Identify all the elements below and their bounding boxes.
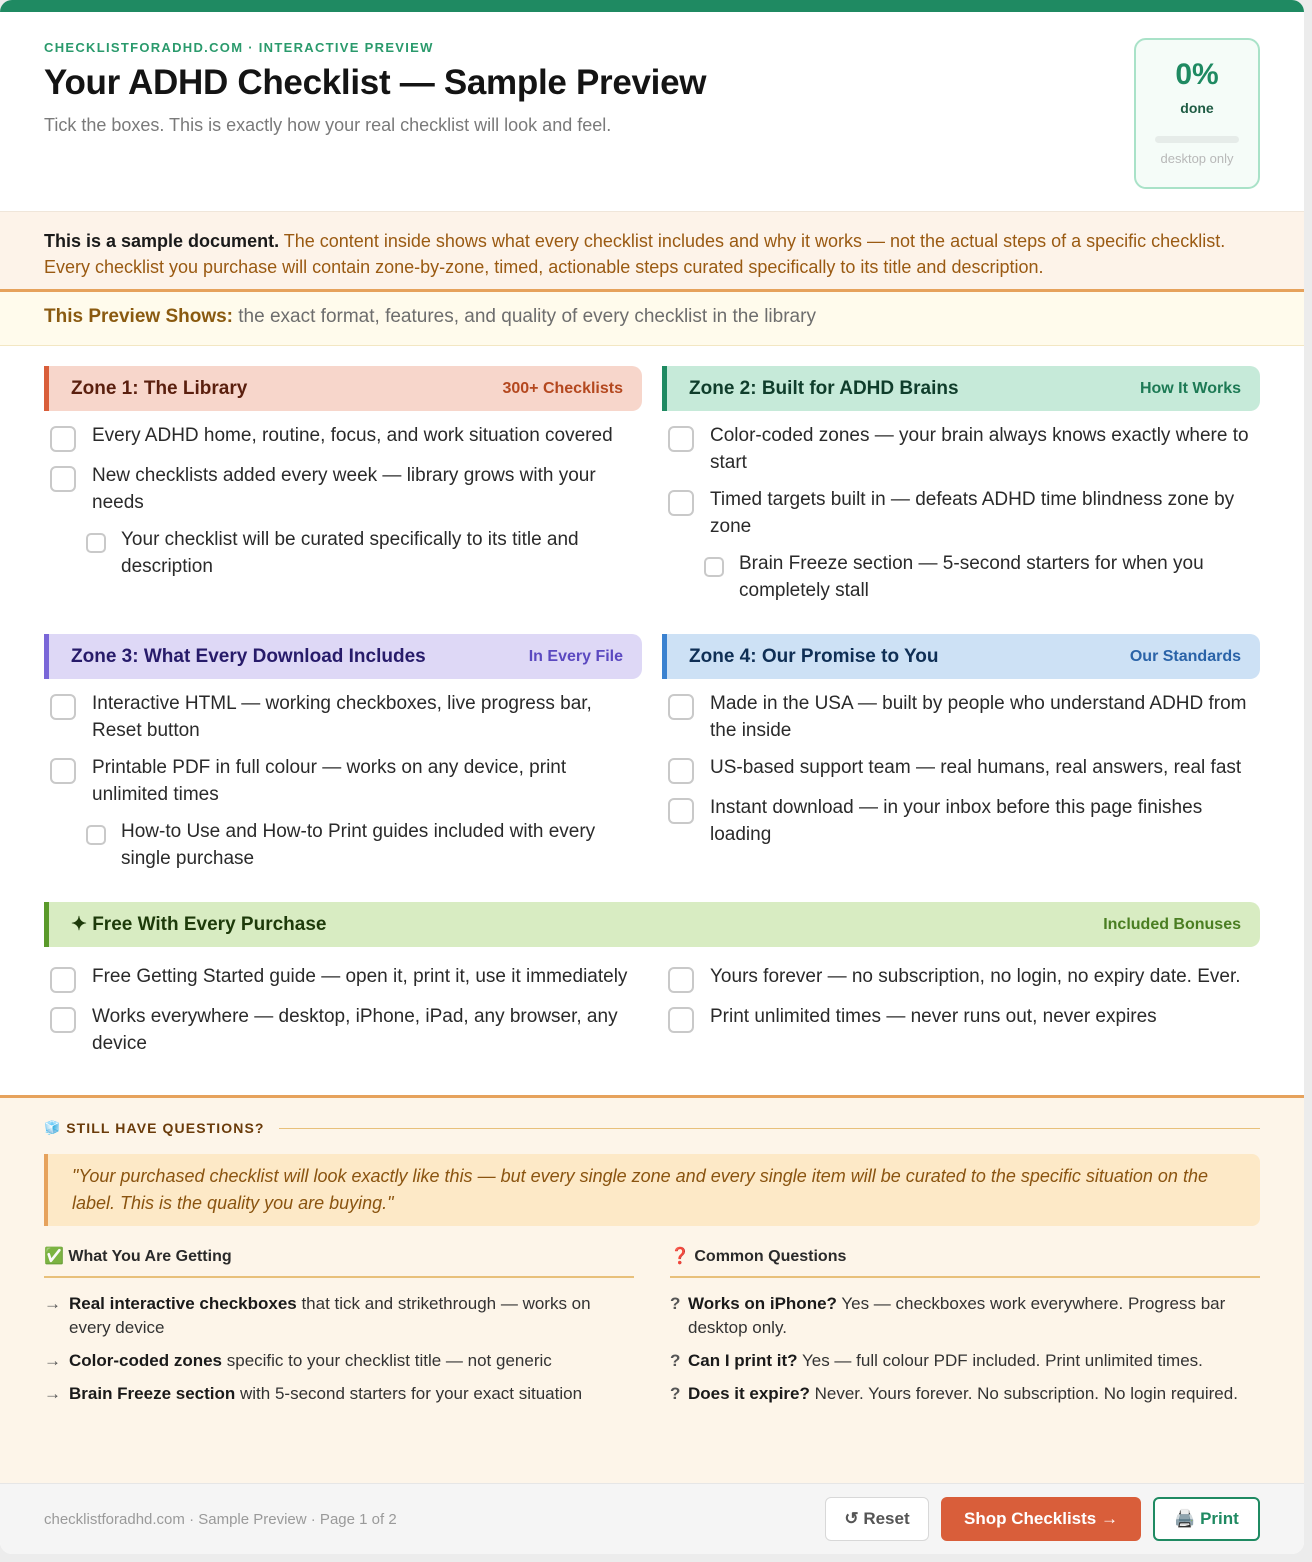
item-text: Print unlimited times — never runs out, never expires <box>710 1006 1157 1027</box>
zone-badge: In Every File <box>528 647 623 665</box>
zone-2 <box>662 366 1260 614</box>
item-text: New checklists added every week — library grows with your needs <box>92 465 596 513</box>
zone-3 <box>44 634 642 882</box>
checkbox[interactable] <box>704 557 724 577</box>
checkbox[interactable] <box>668 798 694 824</box>
checklist-item <box>44 690 642 744</box>
checkbox[interactable] <box>50 1007 76 1033</box>
item-text: Never. Yours forever. No subscription. No login required. <box>809 1384 1238 1403</box>
checklist-item <box>44 754 642 808</box>
zones-area <box>0 346 1304 1067</box>
getting-heading: ✅ What You Are Getting <box>44 1246 634 1278</box>
item-text: Brain Freeze section — 5-second starters for when you completely stall <box>739 553 1204 601</box>
checklist-subitem <box>44 818 642 872</box>
checkbox[interactable] <box>86 825 106 845</box>
checkbox[interactable] <box>668 758 694 784</box>
progress-note: desktop only <box>1160 151 1234 166</box>
item-text: Works everywhere — desktop, iPhone, iPad, any browser, any device <box>92 1006 618 1054</box>
checkbox[interactable] <box>50 426 76 452</box>
progress-card <box>1134 38 1260 189</box>
notice-text: The content inside shows what every checklist includes and why it works — not the actual steps of a specific checklist. Every checklist you purchase will contain zone-by-zone, timed, actionable steps curated specifically to its title and description. <box>44 231 1226 277</box>
item-text: Yes — checkboxes work everywhere. Progress bar desktop only. <box>688 1294 1226 1337</box>
checkbox[interactable] <box>86 533 106 553</box>
zone-badge: Our Standards <box>1129 647 1241 665</box>
header <box>0 12 1304 212</box>
bonus-zone <box>44 902 1260 1067</box>
zone-title: Zone 1: The Library <box>71 377 248 399</box>
zone-title: Zone 3: What Every Download Includes <box>71 645 426 667</box>
quote-box: "Your purchased checklist will look exactly like this — but every single zone and every single item will be curated to the specific situation on the label. This is the quality you are buying." <box>44 1154 1260 1226</box>
shows-text: the exact format, features, and quality of every checklist in the library <box>233 306 816 327</box>
reset-button[interactable]: ↺ Reset <box>825 1497 929 1541</box>
item-bold: Brain Freeze section <box>69 1384 236 1403</box>
zone-header <box>44 634 642 679</box>
item-bold: Color-coded zones <box>69 1351 223 1370</box>
item-text: Your checklist will be curated specifically to its title and description <box>121 529 579 577</box>
getting-column <box>44 1246 634 1415</box>
arrow-icon: → <box>44 1351 61 1370</box>
checklist-subitem <box>662 550 1260 604</box>
question-mark-icon: ? <box>670 1294 681 1313</box>
item-text: Color-coded zones — your brain always knows exactly where to start <box>710 425 1249 473</box>
list-item <box>670 1382 1260 1406</box>
item-text: specific to your checklist title — not generic <box>222 1351 552 1370</box>
arrow-icon: → <box>44 1294 61 1313</box>
checklist-item <box>662 754 1260 784</box>
item-text: Printable PDF in full colour — works on any device, print unlimited times <box>92 757 567 805</box>
checklist-item <box>44 963 642 993</box>
item-text: US-based support team — real humans, real answers, real fast <box>710 757 1242 778</box>
checkbox[interactable] <box>50 466 76 492</box>
top-accent-bar <box>0 0 1304 12</box>
checklist-item <box>662 486 1260 540</box>
zone-header <box>662 634 1260 679</box>
checkbox[interactable] <box>50 694 76 720</box>
list-item <box>670 1292 1260 1340</box>
zone-title: Zone 2: Built for ADHD Brains <box>689 377 959 399</box>
page-title: Your ADHD Checklist — Sample Preview <box>44 63 707 102</box>
zone-badge: 300+ Checklists <box>502 379 623 397</box>
questions-heading: ❓ Common Questions <box>670 1246 1260 1278</box>
zone-header <box>44 902 1260 947</box>
item-text: Yes — full colour PDF included. Print unlimited times. <box>797 1351 1203 1370</box>
checkbox[interactable] <box>668 490 694 516</box>
faq-heading-text: STILL HAVE QUESTIONS? <box>66 1120 265 1136</box>
checkbox[interactable] <box>668 694 694 720</box>
question-mark-icon: ? <box>670 1384 681 1403</box>
checkbox[interactable] <box>668 426 694 452</box>
faq-heading <box>44 1120 1260 1136</box>
progress-percent: 0% <box>1175 58 1219 91</box>
list-item <box>44 1292 634 1340</box>
checklist-item <box>662 422 1260 476</box>
site-eyebrow: CHECKLISTFORADHD.COM · INTERACTIVE PREVIEW <box>44 40 434 55</box>
preview-shows-bar <box>0 292 1304 346</box>
footer <box>0 1483 1304 1554</box>
shop-checklists-button[interactable]: Shop Checklists → <box>941 1497 1141 1541</box>
question-mark-icon: ? <box>670 1351 681 1370</box>
zone-header <box>44 366 642 411</box>
checklist-item <box>662 1003 1260 1033</box>
item-text: Made in the USA — built by people who understand ADHD from the inside <box>710 693 1247 741</box>
checklist-item <box>44 462 642 516</box>
zone-title: Zone 4: Our Promise to You <box>689 645 939 667</box>
zone-title: ✦ Free With Every Purchase <box>71 914 327 935</box>
checklist-item <box>44 422 642 452</box>
item-bold: Works on iPhone? <box>688 1294 837 1313</box>
item-text: Yours forever — no subscription, no login, no expiry date. Ever. <box>710 966 1241 987</box>
list-item <box>44 1382 634 1406</box>
ice-cube-icon: 🧊 <box>44 1120 61 1135</box>
print-button[interactable]: 🖨️ Print <box>1153 1497 1260 1541</box>
progress-done-label: done <box>1180 100 1214 116</box>
item-text: Interactive HTML — working checkboxes, live progress bar, Reset button <box>92 693 592 741</box>
checklist-item <box>662 690 1260 744</box>
item-bold: Does it expire? <box>688 1384 810 1403</box>
item-text: with 5-second starters for your exact situation <box>235 1384 583 1403</box>
list-item <box>670 1349 1260 1373</box>
divider <box>279 1128 1260 1129</box>
footer-text: checklistforadhd.com · Sample Preview · Page 1 of 2 <box>44 1510 397 1528</box>
arrow-icon: → <box>44 1384 61 1403</box>
checklist-subitem <box>44 526 642 580</box>
item-bold: Real interactive checkboxes <box>69 1294 297 1313</box>
zone-1 <box>44 366 642 614</box>
item-text: Free Getting Started guide — open it, print it, use it immediately <box>92 966 628 987</box>
item-text: Every ADHD home, routine, focus, and work situation covered <box>92 425 613 446</box>
checkbox[interactable] <box>50 758 76 784</box>
item-text: that tick and strikethrough — works on every device <box>69 1294 591 1337</box>
questions-column <box>670 1246 1260 1415</box>
checkbox[interactable] <box>668 967 694 993</box>
zone-badge: Included Bonuses <box>1103 915 1241 933</box>
item-text: Timed targets built in — defeats ADHD time blindness zone by zone <box>710 489 1235 537</box>
list-item <box>44 1349 634 1373</box>
checklist-item <box>662 963 1260 993</box>
progress-bar <box>1155 136 1239 143</box>
item-text: Instant download — in your inbox before this page finishes loading <box>710 797 1203 845</box>
item-bold: Can I print it? <box>688 1351 798 1370</box>
faq-section <box>0 1095 1304 1483</box>
zone-header <box>662 366 1260 411</box>
checklist-item <box>662 794 1260 848</box>
page-subtitle: Tick the boxes. This is exactly how your real checklist will look and feel. <box>44 115 612 135</box>
checklist-item <box>44 1003 642 1057</box>
checkbox[interactable] <box>50 967 76 993</box>
zone-4 <box>662 634 1260 882</box>
item-text: How-to Use and How-to Print guides included with every single purchase <box>121 821 596 869</box>
zone-badge: How It Works <box>1139 379 1241 397</box>
checkbox[interactable] <box>668 1007 694 1033</box>
shows-bold: This Preview Shows: <box>44 306 233 327</box>
sample-notice <box>0 212 1304 292</box>
notice-bold: This is a sample document. <box>44 231 280 251</box>
